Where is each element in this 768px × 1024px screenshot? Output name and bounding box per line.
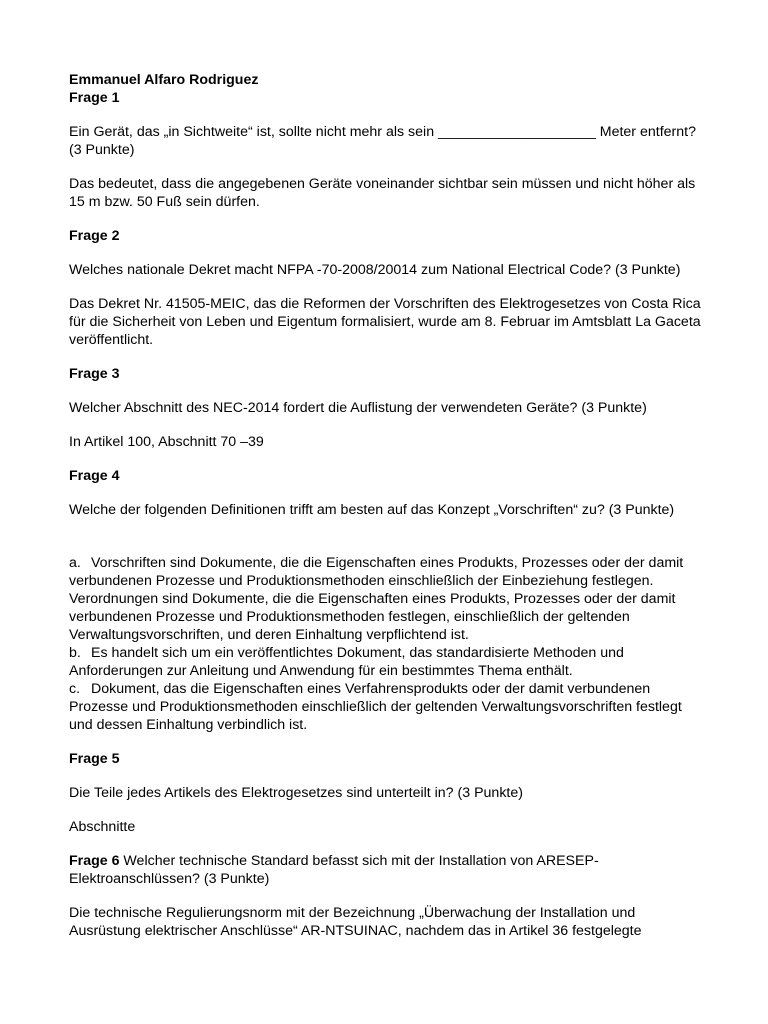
q5-heading: Frage 5 bbox=[69, 751, 120, 767]
q4-option-c bbox=[69, 680, 709, 734]
document-body bbox=[69, 71, 709, 940]
option-text: Dokument, das die Eigenschaften eines Verfahrensprodukts oder der damit verbundenen Prozesse und Produktionsmethoden einschließlich der geltenden Verwaltungsvorschriften festlegt und dessen Einhaltung verbindlich ist. bbox=[69, 681, 682, 733]
q1-question: Ein Gerät, das „in Sichtweite“ ist, sollte nicht mehr als sein ____________________ Meter entfernt? (3 Punkte) bbox=[69, 124, 696, 158]
q2-answer: Das Dekret Nr. 41505-MEIC, das die Reformen der Vorschriften des Elektrogesetzes von Costa Rica für die Sicherheit von Leben und Eigentum formalisiert, wurde am 8. Februar im Amtsblatt La Gaceta veröffentlicht. bbox=[69, 296, 701, 348]
q3-question: Welcher Abschnitt des NEC-2014 fordert die Auflistung der verwendeten Geräte? (3 Punkte) bbox=[69, 400, 647, 416]
q6-question: Welcher technische Standard befasst sich mit der Installation von ARESEP-Elektroanschlüssen? (3 Punkte) bbox=[69, 853, 599, 887]
option-letter: c. bbox=[69, 681, 81, 697]
q4-heading: Frage 4 bbox=[69, 468, 120, 484]
q5-answer: Abschnitte bbox=[69, 819, 136, 835]
q1-heading: Frage 1 bbox=[69, 90, 120, 106]
q6-question-line bbox=[69, 852, 709, 888]
q6-answer: Die technische Regulierungsnorm mit der Bezeichnung „Überwachung der Installation und Ausrüstung elektrischer Anschlüsse“ AR-NTSUINAC, nachdem das in Artikel 36 festgelegte bbox=[69, 905, 642, 939]
q4-options bbox=[69, 554, 709, 734]
q3-answer: In Artikel 100, Abschnitt 70 –39 bbox=[69, 434, 264, 450]
q4-question: Welche der folgenden Definitionen trifft am besten auf das Konzept „Vorschriften“ zu? (3 Punkte) bbox=[69, 502, 675, 518]
q3-heading: Frage 3 bbox=[69, 366, 120, 382]
q2-heading: Frage 2 bbox=[69, 228, 120, 244]
q1-answer: Das bedeutet, dass die angegebenen Geräte voneinander sichtbar sein müssen und nicht höher als 15 m bzw. 50 Fuß sein dürfen. bbox=[69, 176, 696, 210]
q4-option-a bbox=[69, 554, 709, 644]
option-letter: a. bbox=[69, 555, 81, 571]
option-letter: b. bbox=[69, 645, 81, 661]
q4-option-b bbox=[69, 644, 709, 680]
q6-heading: Frage 6 bbox=[69, 853, 120, 869]
option-text: Es handelt sich um ein veröffentlichtes Dokument, das standardisierte Methoden und Anforderungen zur Anleitung und Anwendung für ein bestimmtes Thema enthält. bbox=[69, 645, 624, 679]
option-text: Vorschriften sind Dokumente, die die Eigenschaften eines Produkts, Prozesses oder der damit verbundenen Prozesse und Produktionsmethoden einschließlich der Einbeziehung festlegen. Verordnungen sind Dokumente, die die Eigenschaften eines Produkts, Prozesses oder der damit verbundenen Prozesse und Produktionsmethoden festlegen, einschließlich der geltenden Verwaltungsvorschriften, und deren Einhaltung verpflichtend ist. bbox=[69, 555, 684, 643]
q5-question: Die Teile jedes Artikels des Elektrogesetzes sind unterteilt in? (3 Punkte) bbox=[69, 785, 523, 801]
q2-question: Welches nationale Dekret macht NFPA -70-2008/20014 zum National Electrical Code? (3 Punkte) bbox=[69, 262, 681, 278]
author-name: Emmanuel Alfaro Rodriguez bbox=[69, 72, 259, 88]
